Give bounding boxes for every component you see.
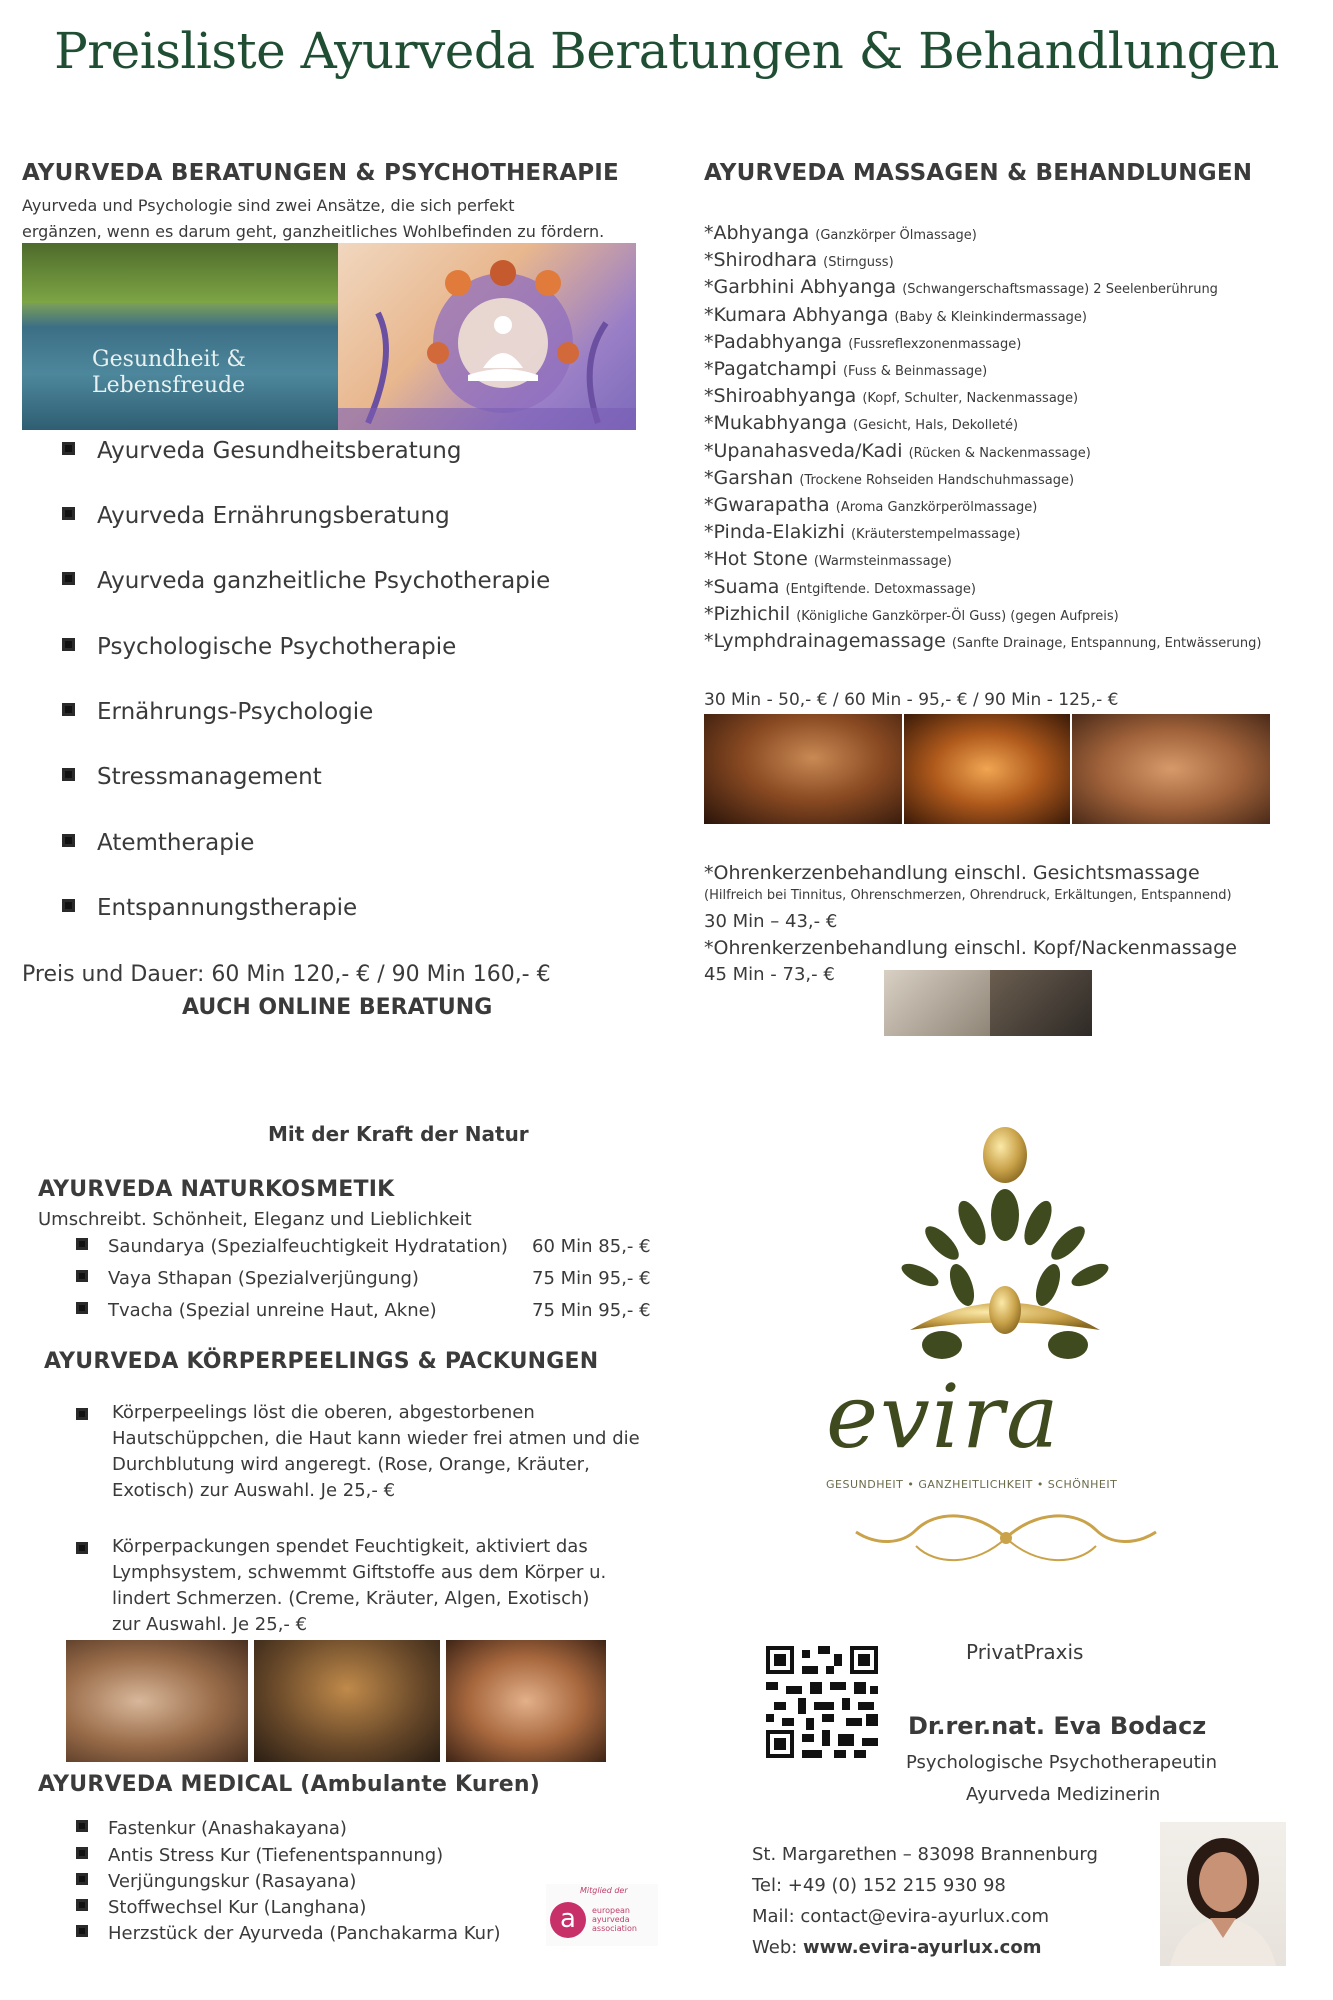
brand-slogan: GESUNDHEIT • GANZHEITLICHKEIT • SCHÖNHEIT [826, 1478, 1118, 1491]
list-item [62, 699, 373, 725]
massage-item [704, 548, 952, 570]
bullet-square-icon [62, 572, 75, 585]
massage-description: (Baby & Kleinkindermassage) [894, 309, 1087, 325]
ear-candle-treatment-2: *Ohrenkerzenbehandlung einschl. Kopf/Nackenmassage [704, 937, 1237, 959]
list-item [76, 1845, 443, 1866]
text-line: Hautschüppchen, die Haut kann wieder frei atmen und die [112, 1428, 640, 1449]
massage-item [704, 358, 987, 380]
massage-item [704, 521, 1020, 543]
river-photo [22, 243, 338, 430]
list-item [62, 895, 357, 921]
text-line: Durchblutung wird angeregt. (Rose, Orange, Kräuter, [112, 1454, 590, 1475]
ear-candle-photo-1 [884, 970, 990, 1036]
section-heading-naturkosmetik: AYURVEDA NATURKOSMETIK [38, 1177, 395, 1202]
list-item [62, 830, 254, 856]
ear-candle-price-1: 30 Min – 43,- € [704, 911, 838, 932]
list-item-label: Atemtherapie [97, 830, 255, 856]
cosmetic-row [76, 1236, 508, 1257]
list-item [62, 568, 550, 594]
massage-item [704, 412, 1018, 434]
qr-code-icon[interactable] [766, 1646, 878, 1758]
massage-name: *Hot Stone [704, 548, 808, 571]
cosmetic-price: 75 Min 95,- € [532, 1268, 651, 1289]
caption-line: Gesundheit & [92, 347, 246, 372]
bullet-square-icon [76, 1270, 88, 1282]
massage-name: *Shiroabhyanga [704, 385, 857, 408]
massage-description: (Kräuterstempelmassage) [850, 527, 1021, 543]
massage-description: (Kopf, Schulter, Nackenmassage) [862, 391, 1079, 407]
peeling-photo-3 [446, 1640, 606, 1762]
list-item [62, 634, 456, 660]
list-item-label: Antis Stress Kur (Tiefenentspannung) [108, 1845, 444, 1866]
massage-description: (Stirnguss) [823, 255, 894, 271]
massage-description: (Rücken & Nackenmassage) [908, 445, 1091, 461]
bullet-square-icon [76, 1238, 88, 1250]
massage-name: *Upanahasveda/Kadi [704, 439, 903, 462]
list-item [62, 438, 462, 464]
ear-candle-note: (Hilfreich bei Tinnitus, Ohrenschmerzen, Ohrendruck, Erkältungen, Entspannend) [704, 888, 1232, 903]
list-item-label: Stoffwechsel Kur (Langhana) [108, 1897, 367, 1918]
massage-item [704, 630, 1261, 652]
massage-name: *Padabhyanga [704, 330, 843, 353]
address: St. Margarethen – 83098 Brannenburg [752, 1844, 1098, 1865]
massage-name: *Suama [704, 575, 780, 598]
ear-candle-photo-2 [990, 970, 1092, 1036]
bullet-square-icon [76, 1540, 88, 1559]
massage-description: (Aroma Ganzkörperölmassage) [835, 500, 1038, 515]
bullet-square-icon [62, 507, 75, 520]
bullet-square-icon [62, 442, 75, 455]
text-line: zur Auswahl. Je 25,- € [112, 1614, 308, 1635]
massage-name: *Shirodhara [704, 249, 818, 272]
massage-description: (Ganzkörper Ölmassage) [815, 228, 977, 243]
section-heading-massagen: AYURVEDA MASSAGEN & BEHANDLUNGEN [704, 160, 1253, 186]
bullet-square-icon [62, 899, 75, 912]
praxis-label: PrivatPraxis [966, 1640, 1084, 1664]
massage-description: (Gesicht, Hals, Dekolleté) [853, 418, 1019, 434]
massage-item [704, 222, 977, 244]
list-item-label: Herzstück der Ayurveda (Panchakarma Kur) [108, 1923, 501, 1944]
massage-description: (Schwangerschaftsmassage) 2 Seelenberührung [902, 282, 1218, 298]
text-line: Körperpackungen spendet Feuchtigkeit, aktiviert das [112, 1536, 588, 1557]
list-item-label: Psychologische Psychotherapie [97, 634, 457, 660]
massage-item [704, 494, 1037, 516]
intro-line: ergänzen, wenn es darum geht, ganzheitliches Wohlbefinden zu fördern. [22, 222, 605, 241]
bullet-square-icon [62, 638, 75, 651]
massage-name: *Abhyanga [704, 222, 810, 244]
massage-description: (Entgiftende. Detoxmassage) [785, 581, 976, 597]
list-item-label: Ayurveda ganzheitliche Psychotherapie [97, 568, 551, 594]
massage-description: (Sanfte Drainage, Entspannung, Entwässerung) [951, 636, 1262, 651]
tagline: Mit der Kraft der Natur [268, 1122, 529, 1146]
badge-line: ayurveda [592, 1915, 630, 1924]
bullet-square-icon [76, 1820, 88, 1832]
list-item [62, 764, 322, 790]
ornament-flourish-icon [846, 1510, 1166, 1566]
list-item [76, 1897, 366, 1918]
bullet-square-icon [62, 703, 75, 716]
massage-photo-2 [904, 714, 1070, 824]
text-line: Körperpeelings löst die oberen, abgestorbenen [112, 1402, 535, 1423]
list-item [62, 503, 450, 529]
massage-item [704, 385, 1078, 407]
naturkosmetik-subtitle: Umschreibt. Schönheit, Eleganz und Lieblichkeit [38, 1209, 472, 1230]
doctor-role-1: Psychologische Psychotherapeutin [906, 1752, 1218, 1773]
lotus-logo-icon [880, 1125, 1180, 1385]
massage-name: *Mukabhyanga [704, 412, 847, 435]
bullet-square-icon [76, 1899, 88, 1911]
image-caption [92, 347, 246, 399]
phone-number[interactable]: Tel: +49 (0) 152 215 930 98 [752, 1875, 1006, 1896]
peeling-description [112, 1400, 672, 1504]
text-line: Lymphsystem, schwemmt Giftstoffe aus dem Körper u. [112, 1562, 607, 1583]
association-badge [546, 1884, 658, 1946]
badge-top-text: Mitglied der [580, 1886, 628, 1895]
massage-item [704, 331, 1021, 353]
bullet-square-icon [76, 1302, 88, 1314]
bullet-square-icon [62, 834, 75, 847]
massage-description: (Fussreflexzonenmassage) [848, 336, 1022, 352]
list-item-label: Stressmanagement [97, 764, 322, 790]
brand-logo-text: evira [826, 1365, 1061, 1468]
massage-description: (Königliche Ganzkörper-Öl Guss) (gegen Aufpreis) [796, 608, 1119, 624]
text-line: Exotisch) zur Auswahl. Je 25,- € [112, 1480, 396, 1501]
massage-photo-1 [704, 714, 902, 824]
massage-name: *Lymphdrainagemassage [704, 630, 946, 652]
massage-item [704, 249, 894, 271]
bullet-square-icon [76, 1873, 88, 1885]
massage-name: *Pinda-Elakizhi [704, 521, 845, 544]
massage-item [704, 304, 1087, 326]
list-item [76, 1818, 347, 1839]
massage-price: 30 Min - 50,- € / 60 Min - 95,- € / 90 Min - 125,- € [704, 690, 1119, 710]
ear-candle-treatment-1: *Ohrenkerzenbehandlung einschl. Gesichtsmassage [704, 862, 1200, 884]
peeling-photo-2 [254, 1640, 440, 1762]
massage-name: *Gwarapatha [704, 494, 830, 516]
massage-item [704, 467, 1074, 489]
massage-name: *Garbhini Abhyanga [704, 276, 897, 299]
list-item-label: Ayurveda Gesundheitsberatung [97, 438, 462, 464]
section-heading-medical: AYURVEDA MEDICAL (Ambulante Kuren) [38, 1772, 541, 1797]
massage-photo-3 [1072, 714, 1270, 824]
list-item [76, 1923, 501, 1944]
massage-description: (Trockene Rohseiden Handschuhmassage) [799, 472, 1075, 488]
beratung-intro [22, 193, 604, 245]
cosmetic-price: 75 Min 95,- € [532, 1300, 651, 1321]
doctor-role-2: Ayurveda Medizinerin [966, 1784, 1161, 1805]
massage-name: *Kumara Abhyanga [704, 303, 889, 326]
website-link[interactable]: www.evira-ayurlux.com [803, 1937, 1042, 1958]
list-item-label: Fastenkur (Anashakayana) [108, 1818, 347, 1839]
email-address[interactable]: Mail: contact@evira-ayurlux.com [752, 1906, 1050, 1927]
bullet-square-icon [76, 1406, 88, 1425]
massage-description: (Warmsteinmassage) [813, 554, 952, 570]
cosmetic-row [76, 1300, 437, 1321]
bullet-square-icon [76, 1925, 88, 1937]
list-item-label: Ernährungs-Psychologie [97, 699, 374, 725]
bullet-square-icon [76, 1847, 88, 1859]
website-label: Web: [752, 1937, 804, 1958]
intro-line: Ayurveda und Psychologie sind zwei Ansätze, die sich perfekt [22, 196, 515, 215]
massage-name: *Garshan [704, 466, 794, 489]
doctor-name: Dr.rer.nat. Eva Bodacz [908, 1712, 1207, 1740]
website[interactable] [752, 1937, 1041, 1958]
massage-item [704, 603, 1119, 625]
bullet-square-icon [62, 768, 75, 781]
text-line: lindert Schmerzen. (Creme, Kräuter, Algen, Exotisch) [112, 1588, 590, 1609]
online-note: AUCH ONLINE BERATUNG [182, 995, 493, 1020]
section-heading-beratungen: AYURVEDA BERATUNGEN & PSYCHOTHERAPIE [22, 160, 619, 186]
section-heading-peelings: AYURVEDA KÖRPERPEELINGS & PACKUNGEN [44, 1349, 599, 1374]
cosmetic-name: Tvacha (Spezial unreine Haut, Akne) [108, 1300, 437, 1321]
massage-name: *Pizhichil [704, 602, 791, 625]
list-item-label: Verjüngungskur (Rasayana) [108, 1871, 357, 1892]
massage-description: (Fuss & Beinmassage) [842, 364, 988, 379]
badge-name [592, 1906, 637, 1933]
meditation-illustration [338, 243, 636, 430]
cosmetic-name: Saundarya (Spezialfeuchtigkeit Hydratation) [108, 1236, 508, 1257]
massage-item [704, 440, 1091, 462]
beratung-price: Preis und Dauer: 60 Min 120,- € / 90 Min 160,- € [22, 962, 551, 987]
list-item [76, 1871, 356, 1892]
massage-name: *Pagatchampi [704, 358, 837, 380]
page-title: Preisliste Ayurveda Beratungen & Behandlungen [54, 22, 1279, 80]
massage-item [704, 576, 976, 598]
caption-line: Lebensfreude [92, 373, 246, 398]
badge-line: european [592, 1906, 630, 1915]
massage-item [704, 276, 1218, 298]
list-item-label: Ayurveda Ernährungsberatung [97, 503, 450, 529]
ear-candle-price-2: 45 Min - 73,- € [704, 964, 835, 985]
peeling-photo-1 [66, 1640, 248, 1762]
badge-line: association [592, 1924, 637, 1933]
cosmetic-row [76, 1268, 419, 1289]
doctor-portrait [1160, 1822, 1286, 1966]
packing-description [112, 1534, 672, 1638]
cosmetic-price: 60 Min 85,- € [532, 1236, 651, 1257]
association-logo-icon: a [550, 1902, 586, 1938]
list-item-label: Entspannungstherapie [97, 895, 358, 921]
cosmetic-name: Vaya Sthapan (Spezialverjüngung) [108, 1268, 419, 1289]
